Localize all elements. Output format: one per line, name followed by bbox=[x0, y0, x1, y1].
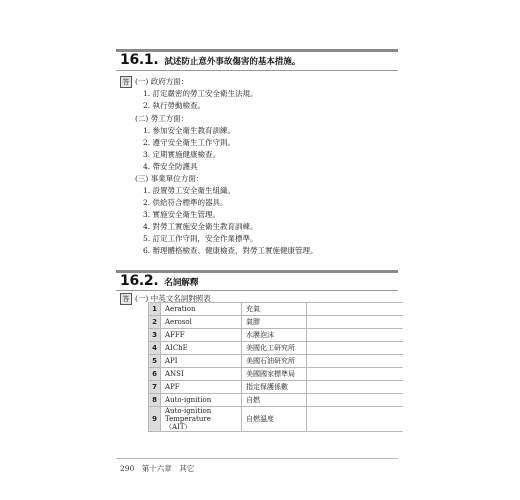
list-item: 4. 帶安全防護具 bbox=[143, 162, 198, 171]
list-item: 5. 訂定工作守則，安全作業標準。 bbox=[143, 234, 258, 243]
section-1-bottom-rule bbox=[116, 70, 398, 71]
section-1-number: 16.1. bbox=[120, 52, 159, 68]
blank-cell bbox=[307, 342, 404, 355]
section-2-heading: 名詞解釋 bbox=[164, 278, 199, 288]
blank-cell bbox=[307, 394, 404, 407]
row-number: 1 bbox=[149, 303, 161, 316]
answer-badge-icon: 答 bbox=[120, 76, 132, 88]
blank-cell bbox=[307, 368, 404, 381]
blank-cell bbox=[307, 407, 404, 432]
row-number: 6 bbox=[149, 368, 161, 381]
table-row bbox=[149, 329, 404, 342]
footer-rule bbox=[116, 458, 398, 459]
list-item: 1. 設置勞工安全衛生組織。 bbox=[143, 186, 236, 195]
blank-cell bbox=[307, 303, 404, 316]
section-1-title bbox=[120, 52, 300, 68]
section-2-number: 16.2. bbox=[120, 273, 159, 289]
list-item: 3. 定期實施健康檢查。 bbox=[143, 150, 221, 159]
row-number: 8 bbox=[149, 394, 161, 407]
english-term: Aerosol bbox=[161, 316, 242, 329]
english-term: APF bbox=[161, 381, 242, 394]
chinese-term: 美國國家標準局 bbox=[242, 368, 307, 381]
list-item: 1. 參加安全衛生教育訓練。 bbox=[143, 126, 236, 135]
english-term-line-2: （AIT） bbox=[165, 423, 192, 431]
chinese-term: 自燃 bbox=[242, 394, 307, 407]
page-number: 290 bbox=[120, 464, 135, 473]
group-heading-government: (一) 政府方面： bbox=[135, 77, 189, 86]
english-term: ANSI bbox=[161, 368, 242, 381]
row-number: 7 bbox=[149, 381, 161, 394]
table-row bbox=[149, 342, 404, 355]
table-row bbox=[149, 303, 404, 316]
table-row bbox=[149, 355, 404, 368]
group-heading-employer: (三) 事業單位方面： bbox=[135, 174, 204, 183]
english-term: API bbox=[161, 355, 242, 368]
list-item: 3. 實施安全衛生管理。 bbox=[143, 210, 221, 219]
row-number: 4 bbox=[149, 342, 161, 355]
row-number: 9 bbox=[149, 407, 161, 432]
blank-cell bbox=[307, 316, 404, 329]
table-row bbox=[149, 407, 404, 432]
page-footer bbox=[120, 463, 194, 474]
table-row bbox=[149, 381, 404, 394]
list-item: 2. 供給符合標準的器具。 bbox=[143, 198, 228, 207]
english-term: AFFF bbox=[161, 329, 242, 342]
row-number: 5 bbox=[149, 355, 161, 368]
list-item: 2. 執行勞動檢查。 bbox=[143, 101, 206, 110]
list-item: 4. 對勞工實施安全衛生教育訓練。 bbox=[143, 222, 258, 231]
section-2-title bbox=[120, 273, 198, 289]
section-1-heading: 試述防止意外事故傷害的基本措施。 bbox=[164, 57, 301, 67]
chinese-term: 水膜泡沫 bbox=[242, 329, 307, 342]
table-row bbox=[149, 368, 404, 381]
list-item: 6. 辦理體格檢查、健康檢查，對勞工實施健康管理。 bbox=[143, 246, 318, 255]
english-term-line-1: Auto-ignition Temperature bbox=[165, 407, 212, 423]
section-2-bottom-rule bbox=[116, 290, 398, 291]
english-term: Auto-ignition bbox=[161, 394, 242, 407]
chinese-term: 美國石油研究所 bbox=[242, 355, 307, 368]
table-heading: (一) 中英文名詞對照表 bbox=[135, 294, 211, 303]
table-row bbox=[149, 394, 404, 407]
list-item: 2. 遵守安全衛生工作守則。 bbox=[143, 138, 236, 147]
blank-cell bbox=[307, 381, 404, 394]
blank-cell bbox=[307, 329, 404, 342]
chinese-term: 指定保護係數 bbox=[242, 381, 307, 394]
english-term: Aeration bbox=[161, 303, 242, 316]
list-item: 1. 訂定嚴密的勞工安全衛生法規。 bbox=[143, 89, 258, 98]
table-row bbox=[149, 316, 404, 329]
chinese-term: 美國化工研究所 bbox=[242, 342, 307, 355]
chinese-term: 自燃溫度 bbox=[242, 407, 307, 432]
chapter-title: 第十六章 其它 bbox=[141, 464, 195, 473]
chinese-term: 充氣 bbox=[242, 303, 307, 316]
row-number: 3 bbox=[149, 329, 161, 342]
english-term bbox=[161, 407, 242, 432]
group-heading-workers: (二) 勞工方面： bbox=[135, 114, 189, 123]
chinese-term: 氣膠 bbox=[242, 316, 307, 329]
terms-table bbox=[148, 302, 403, 432]
english-term: AIChE bbox=[161, 342, 242, 355]
answer-badge-icon: 答 bbox=[120, 293, 132, 305]
row-number: 2 bbox=[149, 316, 161, 329]
blank-cell bbox=[307, 355, 404, 368]
